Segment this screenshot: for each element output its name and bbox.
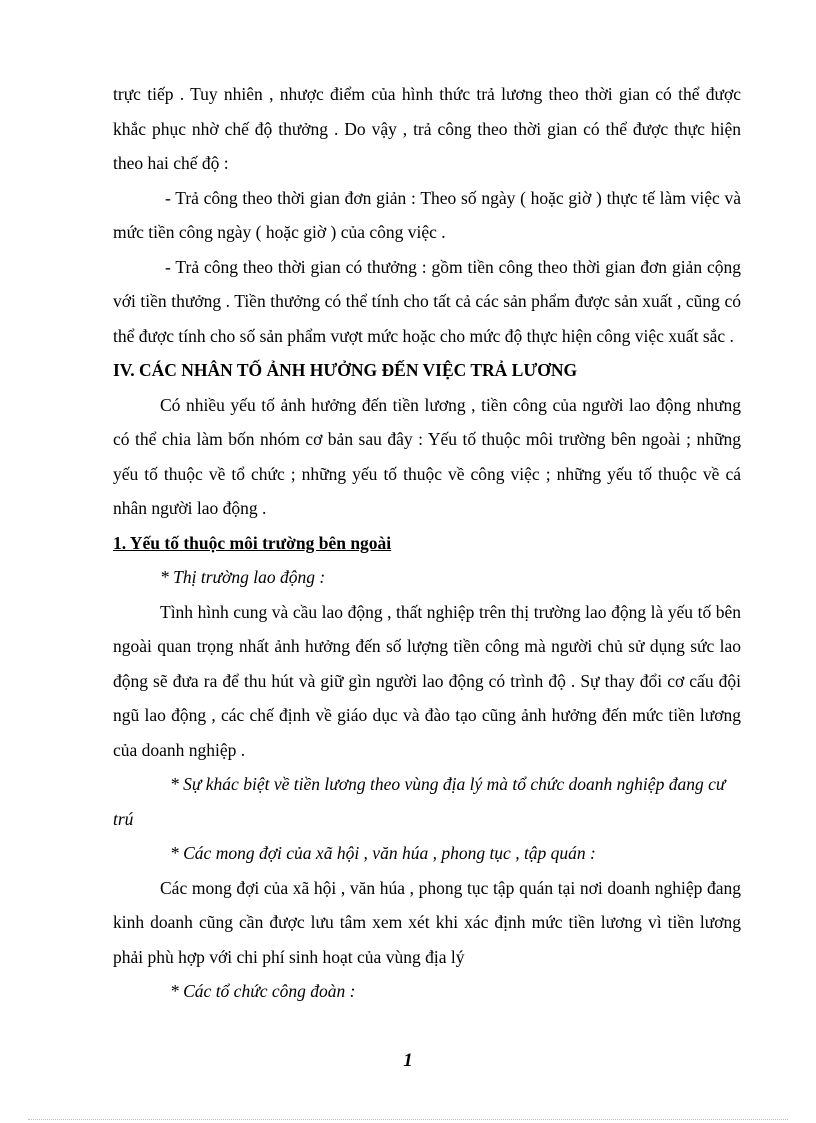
- paragraph-social-expectations: Các mong đợi của xã hội , văn húa , phong tục tập quán tại nơi doanh nghiệp đang kinh doanh cũng cần được lưu tâm xem xét khi xác định mức tiền lương vì tiền lương phải phù hợp với chi phí sinh hoạt của vùng địa lý: [113, 877, 741, 967]
- italic-regional-difference: * Sự khác biệt về tiền lương theo vùng địa lý mà tổ chức doanh nghiệp đang cư trú: [113, 774, 726, 829]
- paragraph-simple-time-pay: - Trả công theo thời gian đơn giản : Theo số ngày ( hoặc giờ ) thực tế làm việc và mức tiền công ngày ( hoặc giờ ) của công việc .: [113, 187, 741, 242]
- page-content: [113, 77, 741, 1009]
- section-heading: IV. CÁC NHÂN TỐ ẢNH HƯỞNG ĐẾN VIỆC TRẢ LƯƠNG: [113, 360, 578, 380]
- italic-social-expectations: * Các mong đợi của xã hội , văn húa , phong tục , tập quán :: [170, 843, 596, 863]
- paragraph-labor-market: Tình hình cung và cầu lao động , thất nghiệp trên thị trường lao động là yếu tố bên ngoài quan trọng nhất ảnh hưởng đến số lượng tiền công mà người chủ sử dụng sức lao động sẽ đưa ra để thu hút và giữ gìn người lao động có trình độ . Sự thay đổi cơ cấu đội ngũ lao động , các chế định về giáo dục và đào tạo cũng ảnh hưởng đến mức tiền lương của doanh nghiệp .: [113, 601, 741, 760]
- page-number: 1: [403, 1050, 413, 1071]
- paragraph-factors: Có nhiều yếu tố ảnh hưởng đến tiền lương , tiền công của người lao động nhưng có thể chia làm bốn nhóm cơ bản sau đây : Yếu tố thuộc môi trường bên ngoài ; những yếu tố thuộc về tổ chức ; những yếu tố thuộc về công việc ; những yếu tố thuộc về cá nhân người lao động .: [113, 394, 741, 518]
- paragraph-intro: trực tiếp . Tuy nhiên , nhược điểm của hình thức trả lương theo thời gian có thể được khắc phục nhờ chế độ thưởng . Do vậy , trả công theo thời gian có thể được thực hiện theo hai chế độ :: [113, 84, 741, 173]
- subsection-heading: 1. Yếu tố thuộc môi trường bên ngoài: [113, 532, 392, 553]
- italic-labor-market: * Thị trường lao động :: [160, 567, 326, 587]
- paragraph-bonus-time-pay: - Trả công theo thời gian có thưởng : gồm tiền công theo thời gian đơn giản cộng với tiền thưởng . Tiền thưởng có thể tính cho tất cả các sản phẩm được sản xuất , cũng có thể được tính cho số sản phẩm vượt mức hoặc cho mức độ thực hiện công việc xuất sắc .: [113, 256, 741, 346]
- italic-trade-unions: * Các tổ chức công đoàn :: [170, 981, 356, 1001]
- footer-divider: [28, 1119, 788, 1120]
